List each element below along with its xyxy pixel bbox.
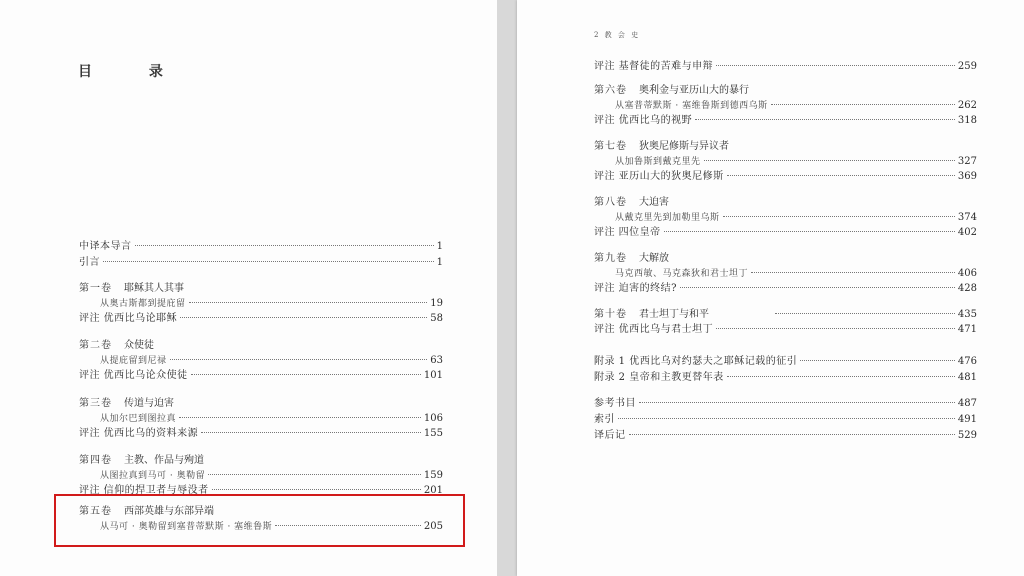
dot-leader: [180, 316, 427, 318]
dot-leader: [704, 159, 955, 161]
toc-entry[interactable]: [79, 428, 443, 440]
book-name: 众使徒: [124, 340, 154, 351]
toc-page-number: 318: [957, 115, 977, 126]
toc-entry-title: 附录 2 皇帝和主教更替年表: [594, 372, 724, 383]
toc-entry[interactable]: [79, 241, 443, 253]
right-page: [517, 0, 1024, 576]
toc-page-number: 63: [430, 355, 443, 366]
toc-entry-title: 从加鲁斯到戴克里先: [615, 157, 701, 167]
toc-entry[interactable]: [79, 370, 443, 382]
toc-entry[interactable]: [79, 313, 443, 325]
book-number: 第四卷: [79, 455, 112, 466]
dot-leader: [639, 401, 955, 403]
book-heading[interactable]: [594, 197, 669, 209]
book-name: 耶稣其人其事: [124, 283, 184, 294]
toc-entry-title: 从图拉真到马可 · 奥勒留: [100, 471, 206, 481]
toc-page-number: 402: [957, 227, 977, 238]
book-heading[interactable]: [79, 398, 174, 410]
toc-page-number: 205: [423, 521, 443, 532]
toc-page-number: 19: [430, 298, 443, 309]
book-heading[interactable]: [79, 455, 204, 467]
toc-entry-title: 评注 信仰的捍卫者与辱没者: [79, 485, 209, 496]
toc-entry-title: 中译本导言: [79, 241, 132, 252]
dot-leader: [191, 373, 421, 375]
toc-subentry[interactable]: [100, 413, 443, 425]
dot-leader: [618, 417, 955, 419]
dot-leader: [716, 64, 955, 66]
book-number: 第十卷: [594, 309, 627, 320]
toc-page-number: 58: [430, 313, 443, 324]
toc-page-number: 435: [957, 309, 977, 320]
book-name: 君士坦丁与和平: [639, 309, 709, 320]
book-name: 传道与迫害: [124, 398, 174, 409]
book-number: 第三卷: [79, 398, 112, 409]
toc-entry-title: 参考书目: [594, 398, 636, 409]
dot-leader: [629, 433, 955, 435]
toc-subentry[interactable]: [615, 212, 977, 224]
dot-leader: [664, 230, 955, 232]
toc-entry-title: 评注 优西比乌论耶稣: [79, 313, 178, 324]
book-name: 大解放: [639, 253, 669, 264]
dot-leader: [716, 327, 955, 329]
dot-leader: [800, 359, 955, 361]
dot-leader: [771, 103, 955, 105]
toc-entry-title: 索引: [594, 414, 615, 425]
toc-entry-title: 从塞普蒂默斯 · 塞维鲁斯到德西乌斯: [615, 101, 768, 111]
book-number: 第一卷: [79, 283, 112, 294]
toc-entry[interactable]: [772, 309, 977, 321]
book-number: 第二卷: [79, 340, 112, 351]
book-number: 第八卷: [594, 197, 627, 208]
toc-entry[interactable]: [594, 283, 977, 295]
toc-entry-title: 评注 优西比乌的视野: [594, 115, 693, 126]
toc-page-number: 481: [957, 372, 977, 383]
toc-entry[interactable]: [594, 324, 977, 336]
toc-title: 目 录: [78, 64, 189, 80]
toc-entry-title: 评注 迫害的终结?: [594, 283, 678, 294]
toc-page-number: 201: [423, 485, 443, 496]
dot-leader: [775, 312, 955, 314]
book-number: 第五卷: [79, 506, 112, 517]
book-heading[interactable]: [79, 283, 184, 295]
toc-entry-title: 评注 优西比乌论众使徒: [79, 370, 188, 381]
toc-entry[interactable]: [594, 356, 977, 368]
book-number: 第七卷: [594, 141, 627, 152]
left-page: [0, 0, 497, 576]
dot-leader: [103, 260, 434, 262]
page-gutter: [497, 0, 517, 576]
toc-page-number: 529: [957, 430, 977, 441]
toc-subentry[interactable]: [100, 355, 443, 367]
toc-page-number: 491: [957, 414, 977, 425]
toc-page-number: 487: [957, 398, 977, 409]
toc-page-number: 101: [423, 370, 443, 381]
toc-entry[interactable]: [594, 414, 977, 426]
toc-page-number: 262: [957, 100, 977, 111]
dot-leader: [727, 375, 955, 377]
dot-leader: [212, 488, 421, 490]
dot-leader: [208, 473, 421, 475]
toc-page-number: 1: [436, 257, 443, 268]
toc-entry-title: 从加尔巴到图拉真: [100, 414, 177, 424]
book-name: 西部英雄与东部异端: [124, 506, 214, 517]
toc-entry-title: 译后记: [594, 430, 626, 441]
dot-leader: [170, 358, 428, 360]
toc-entry-title: 评注 四位皇帝: [594, 227, 661, 238]
toc-entry-title: 评注 优西比乌与君士坦丁: [594, 324, 714, 335]
toc-entry-title: 从戴克里先到加勒里乌斯: [615, 213, 720, 223]
toc-entry-title: 附录 1 优西比乌对约瑟夫之耶稣记载的征引: [594, 356, 798, 367]
toc-entry[interactable]: [594, 430, 977, 442]
dot-leader: [179, 416, 421, 418]
toc-subentry[interactable]: [615, 268, 977, 280]
toc-page-number: 259: [957, 61, 977, 72]
toc-entry-title: 从马可 · 奥勒留到塞普蒂默斯 · 塞维鲁斯: [100, 522, 273, 532]
book-heading[interactable]: [594, 85, 749, 97]
dot-leader: [189, 301, 428, 303]
toc-subentry[interactable]: [615, 156, 977, 168]
toc-entry[interactable]: [594, 398, 977, 410]
toc-page-number: 327: [957, 156, 977, 167]
toc-entry-title: 马克西敏、马克森狄和君士坦丁: [615, 269, 749, 279]
toc-entry-title: 引言: [79, 257, 100, 268]
book-number: 第六卷: [594, 85, 627, 96]
book-name: 狄奥尼修斯与异议者: [639, 141, 729, 152]
toc-page-number: 1: [436, 241, 443, 252]
toc-page-number: 476: [957, 356, 977, 367]
toc-entry[interactable]: [594, 227, 977, 239]
toc-subentry[interactable]: [100, 470, 443, 482]
toc-entry[interactable]: [79, 257, 443, 269]
toc-page-number: 155: [423, 428, 443, 439]
dot-leader: [135, 244, 434, 246]
dot-leader: [680, 286, 955, 288]
toc-entry[interactable]: [594, 61, 977, 73]
toc-subentry[interactable]: [615, 100, 977, 112]
toc-entry[interactable]: [594, 115, 977, 127]
dot-leader: [723, 215, 955, 217]
book-name: 主教、作品与殉道: [124, 455, 204, 466]
toc-entry-title: 评注 基督徒的苦难与申辩: [594, 61, 714, 72]
toc-entry-title: 评注 亚历山大的狄奥尼修斯: [594, 171, 724, 182]
book-heading[interactable]: [594, 141, 729, 153]
dot-leader: [695, 118, 955, 120]
book-heading[interactable]: [79, 340, 154, 352]
toc-entry[interactable]: [594, 372, 977, 384]
dot-leader: [727, 174, 955, 176]
toc-page-number: 159: [423, 470, 443, 481]
dot-leader: [751, 271, 955, 273]
book-number: 第九卷: [594, 253, 627, 264]
running-head: 2 教 会 史: [594, 31, 641, 39]
highlight-box: [54, 494, 465, 547]
toc-page-number: 428: [957, 283, 977, 294]
toc-entry[interactable]: [594, 171, 977, 183]
toc-entry-title: 评注 优西比乌的资料来源: [79, 428, 199, 439]
toc-entry-title: 从提庇留到尼禄: [100, 356, 167, 366]
book-heading[interactable]: [594, 253, 669, 265]
toc-subentry[interactable]: [100, 298, 443, 310]
book-heading[interactable]: [594, 309, 709, 321]
toc-page-number: 374: [957, 212, 977, 223]
toc-page-number: 406: [957, 268, 977, 279]
toc-page-number: 106: [423, 413, 443, 424]
toc-page-number: 369: [957, 171, 977, 182]
toc-entry-title: 从奥古斯都到提庇留: [100, 299, 186, 309]
dot-leader: [201, 431, 421, 433]
book-name: 大迫害: [639, 197, 669, 208]
book-name: 奥利金与亚历山大的暴行: [639, 85, 749, 96]
toc-page-number: 471: [957, 324, 977, 335]
